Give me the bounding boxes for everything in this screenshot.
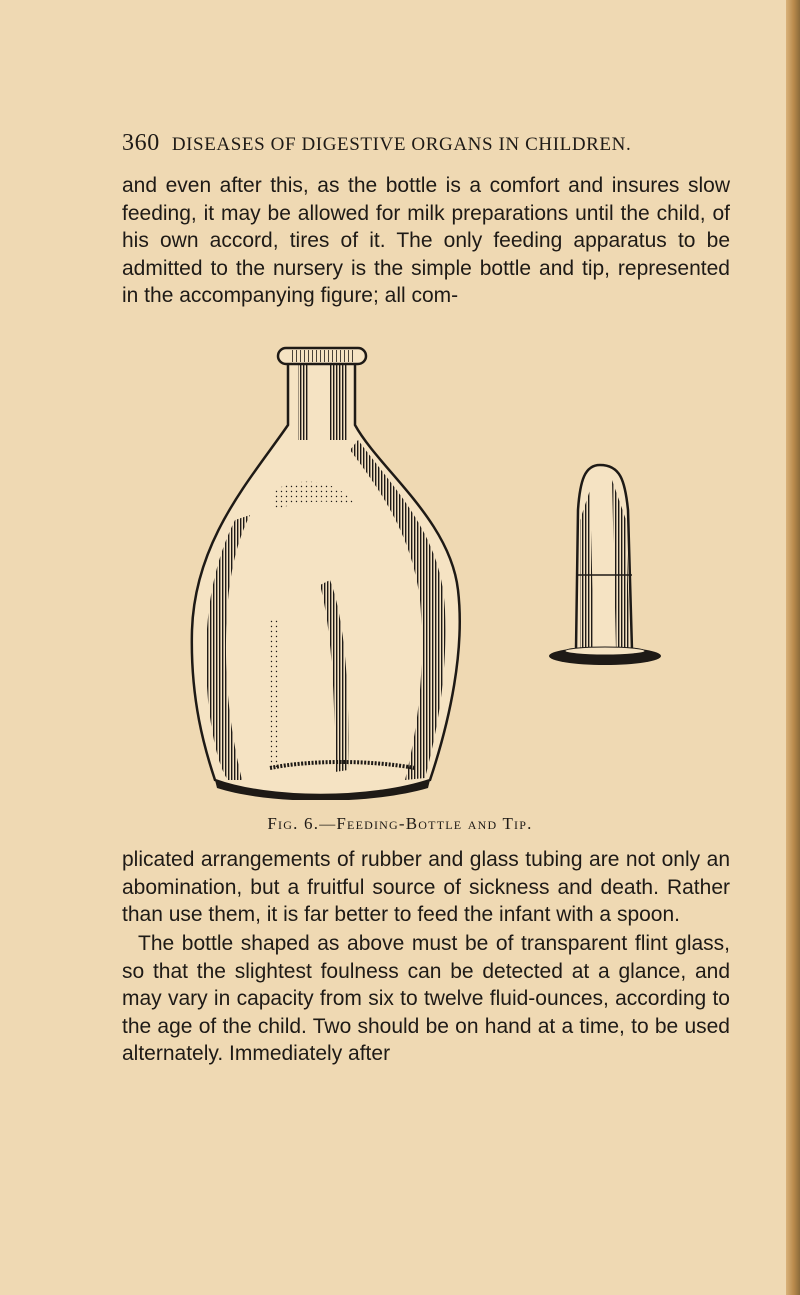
bottle-illustration [192,348,460,800]
rubber-tip-illustration [549,465,661,665]
bottle-inner-shade [270,620,280,770]
paragraph-2: plicated arrangements of rubber and glass tubing are not only an abomination, but a fruitful source of sickness and death. Rather than use them, it is far better to feed the infant with a spoon. [122,848,730,926]
paragraph-1: and even after this, as the bottle is a comfort and insures slow feeding, it may be allowed for milk preparations until the child, of his own accord, tires of it. The only feeding apparatus to be admitted to the nursery is the simple bottle and tip, represented in the accompanying figure; all com- [122,174,730,307]
tip-flange-top [565,647,645,655]
paragraph-3: The bottle shaped as above must be of transparent flint glass, so that the slightest foulness can be detected at a glance, and may vary in capacity from six to twelve fluid-ounces, according to the age of the child. Two should be on hand at a time, to be used alternately. Immediately after [122,932,730,1065]
page-edge [786,0,800,1295]
page-number: 360 [122,130,160,156]
figure-title: Feeding-Bottle and Tip. [336,814,533,833]
figure-dash: — [319,816,337,833]
feeding-bottle-figure [180,330,680,800]
bottle-neck-shade [330,360,348,440]
running-title: DISEASES OF DIGESTIVE ORGANS IN CHILDREN. [171,134,632,155]
figure-label: Fig. 6. [267,814,320,833]
running-head [122,130,682,157]
figure-caption [0,814,800,834]
bottle-neck-shade [298,360,308,440]
bottle-lip-shade [290,350,356,362]
